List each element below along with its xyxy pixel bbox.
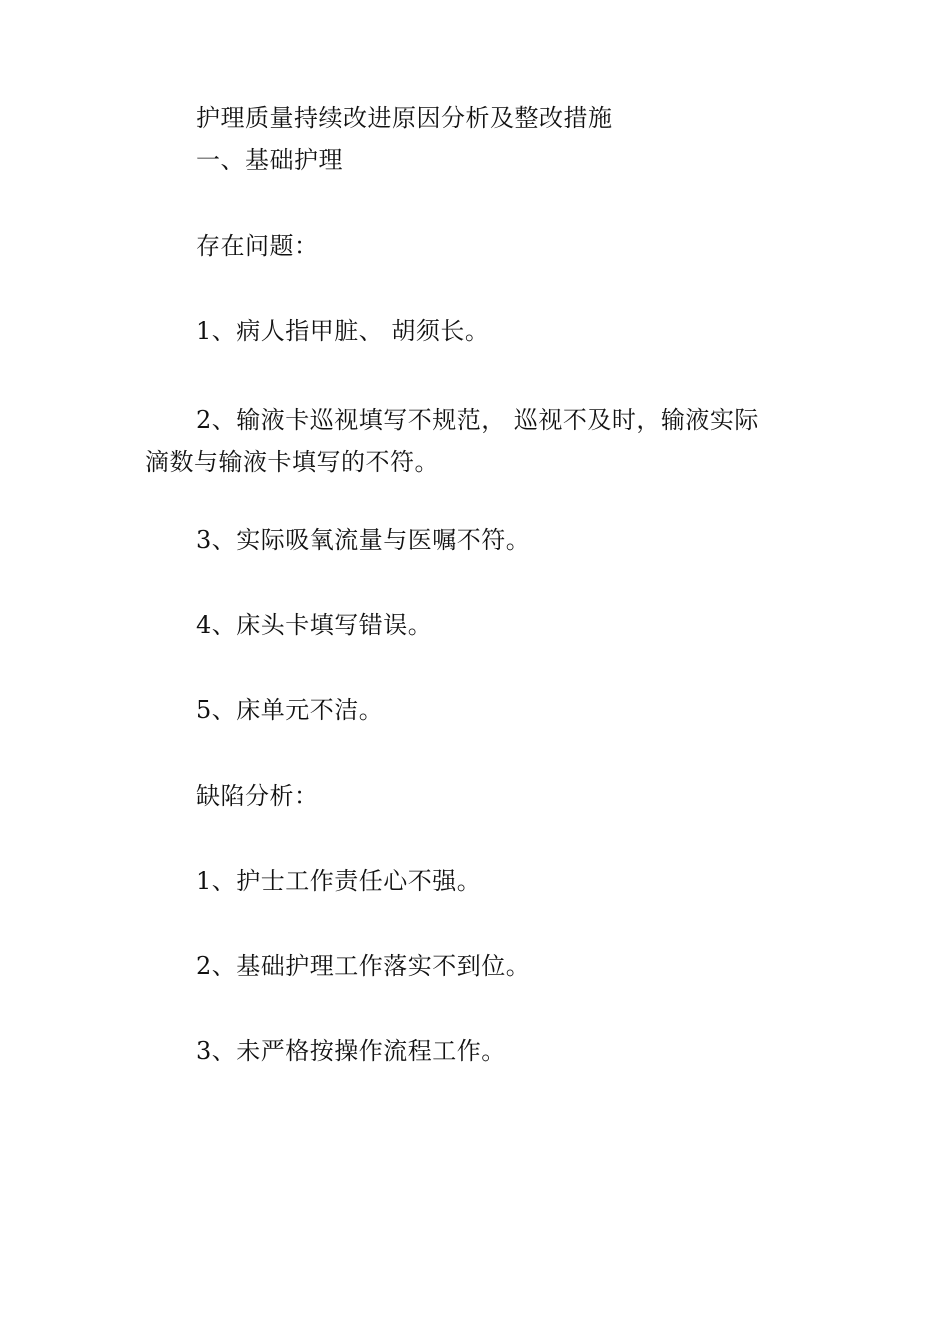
analysis-heading: 缺陷分析： xyxy=(196,782,319,810)
problem-item: 5、床单元不洁。 xyxy=(196,696,384,724)
document-title: 护理质量持续改进原因分析及整改措施 xyxy=(196,104,613,132)
problem-item-continuation: 滴数与输液卡填写的不符。 xyxy=(145,448,439,476)
analysis-item: 2、基础护理工作落实不到位。 xyxy=(196,952,531,980)
problem-item-line: 2、输液卡巡视填写不规范， 巡视不及时，输液实际 xyxy=(196,406,759,434)
analysis-item: 1、护士工作责任心不强。 xyxy=(196,867,482,895)
section-heading: 一、基础护理 xyxy=(196,146,343,174)
analysis-item: 3、未严格按操作流程工作。 xyxy=(196,1037,506,1065)
problem-item: 3、实际吸氧流量与医嘱不符。 xyxy=(196,526,531,554)
problems-heading: 存在问题： xyxy=(196,232,319,260)
problem-item: 4、床头卡填写错误。 xyxy=(196,611,433,639)
problem-item-multiline xyxy=(145,399,759,483)
problem-item: 1、病人指甲脏、 胡须长。 xyxy=(196,317,490,345)
